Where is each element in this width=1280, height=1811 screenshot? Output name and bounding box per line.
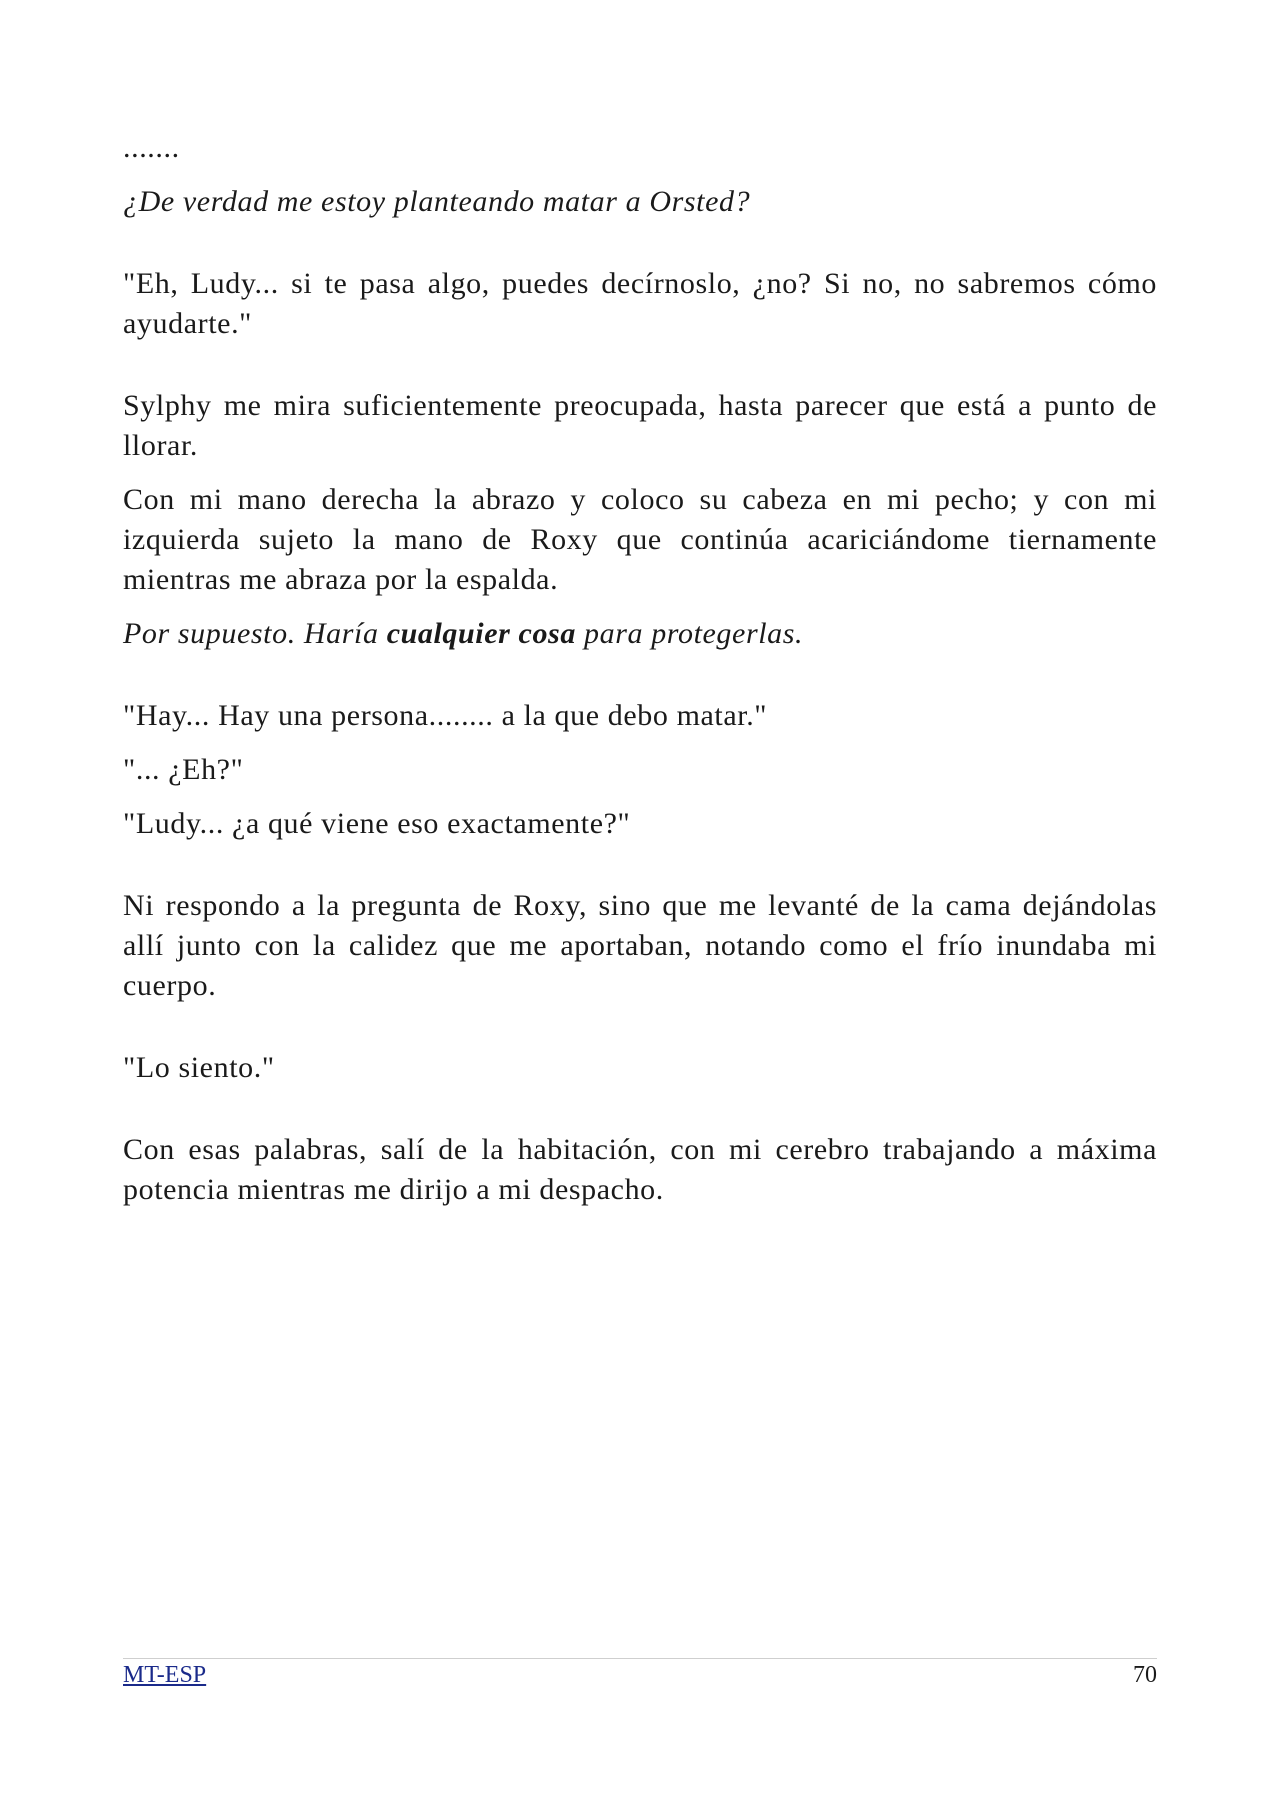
page-body <box>123 128 1157 1210</box>
dialogue-eh: "... ¿Eh?" <box>123 753 244 786</box>
dialogue-rudeus-must-kill: "Hay... Hay una persona........ a la que debo matar." <box>123 699 768 732</box>
dialogue-sylphy: "Eh, Ludy... si te pasa algo, puedes decírnoslo, ¿no? Si no, no sabremos cómo ayudarte." <box>123 267 1157 340</box>
inner-thought-question: ¿De verdad me estoy planteando matar a Orsted? <box>123 185 751 218</box>
inner-thought-protect <box>123 614 1157 654</box>
footer-link[interactable]: MT-ESP <box>123 1662 207 1688</box>
footer-divider <box>123 1658 1157 1659</box>
page-number: 70 <box>1133 1662 1157 1688</box>
narration-leaves-room: Con esas palabras, salí de la habitación, con mi cerebro trabajando a máxima potencia mientras me dirijo a mi despacho. <box>123 1133 1157 1206</box>
dialogue-roxy: "Ludy... ¿a qué viene eso exactamente?" <box>123 807 631 840</box>
narration-embrace: Con mi mano derecha la abrazo y coloco su cabeza en mi pecho; y con mi izquierda sujeto la mano de Roxy que continúa acariciándome tiernamente mientras me abraza por la espalda. <box>123 483 1157 596</box>
narration-leaves-bed: Ni respondo a la pregunta de Roxy, sino que me levanté de la cama dejándolas allí junto con la calidez que me aportaban, notando como el frío inundaba mi cuerpo. <box>123 889 1157 1002</box>
dialogue-lo-siento: "Lo siento." <box>123 1051 275 1084</box>
ellipsis-line: ....... <box>123 131 180 164</box>
narration-sylphy-worried: Sylphy me mira suficientemente preocupada, hasta parecer que está a punto de llorar. <box>123 389 1157 462</box>
thought-part-1: Por supuesto. Haría <box>123 617 387 650</box>
thought-emphasis: cualquier cosa <box>386 617 576 650</box>
thought-part-2: para protegerlas. <box>575 617 804 650</box>
